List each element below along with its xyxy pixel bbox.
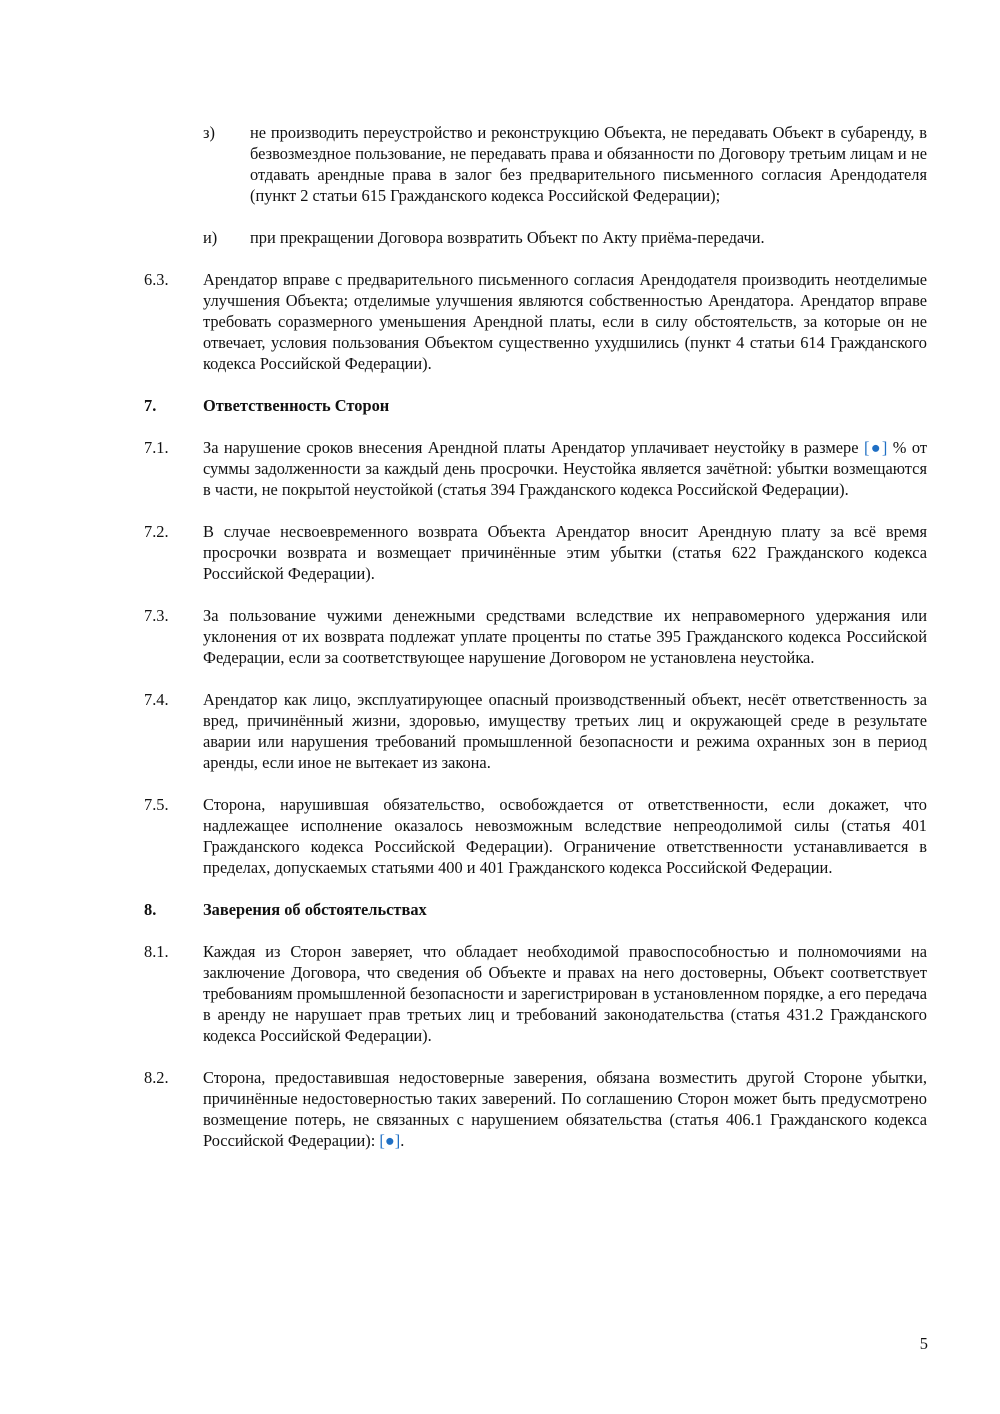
document-body bbox=[0, 122, 1000, 1172]
clause-7-4 bbox=[0, 689, 927, 773]
clause-text: Каждая из Сторон заверяет, что обладает необходимой правоспособностью и полномочиями на заключение Договора, что сведения об Объекте и правах на него достоверны, Объект соответствует требованиям промышленной безопасности и зарегистрирован в установленном порядке, а его передача в аренду не нарушает прав третьих лиц и требований законодательства (статья 431.2 Гражданского кодекса Российской Федерации). bbox=[203, 942, 927, 1045]
placeholder-marker: [●] bbox=[863, 438, 888, 457]
clause-text: Сторона, предоставившая недостоверные заверения, обязана возместить другой Стороне убытки, причинённые недостоверностью таких заверений. По соглашению Сторон может быть предусмотрено возмещение потерь, не связанных с нарушением обязательства (статья 406.1 Гражданского кодекса Российской Федерации): bbox=[203, 1068, 927, 1150]
section-heading-7 bbox=[0, 395, 927, 416]
section-title: Ответственность Сторон bbox=[203, 396, 390, 415]
section-number: 8. bbox=[144, 900, 157, 919]
clause-number: 7.3. bbox=[144, 606, 169, 625]
clause-number: 7.1. bbox=[144, 438, 169, 457]
placeholder-marker: [●] bbox=[379, 1131, 401, 1150]
clause-text: Арендатор как лицо, эксплуатирующее опасный производственный объект, несёт ответственность за вред, причинённый жизни, здоровью, имуществу третьих лиц и окружающей среде в результате аварии или нарушения требований промышленной безопасности и режима охранных зон в период аренды, если иное не вытекает из закона. bbox=[203, 690, 927, 772]
clause-7-3 bbox=[0, 605, 927, 668]
clause-text-cont: . bbox=[400, 1131, 405, 1150]
clause-text-cont: % от суммы задолженности за каждый день просрочки. Неустойка является зачётной: убытки возмещаются в части, не покрытой неустойкой (статья 394 Гражданского кодекса Российской Федерации). bbox=[203, 438, 927, 499]
clause-text: Арендатор вправе с предварительного письменного согласия Арендодателя производить неотделимые улучшения Объекта; отделимые улучшения являются собственностью Арендатора. Арендатор вправе требовать соразмерного уменьшения Арендной платы, если в силу обстоятельств, за которые он не отвечает, условия пользования Объектом существенно ухудшились (пункт 4 статьи 614 Гражданского кодекса Российской Федерации). bbox=[203, 270, 927, 373]
clause-number: 7.5. bbox=[144, 795, 169, 814]
clause-number: 6.3. bbox=[144, 270, 169, 289]
clause-text: За нарушение сроков внесения Арендной платы Арендатор уплачивает неустойку в размере bbox=[203, 438, 864, 457]
page-number: 5 bbox=[919, 1334, 928, 1353]
clause-text: За пользование чужими денежными средствами вследствие их неправомерного удержания или уклонения от их возврата подлежат уплате проценты по статье 395 Гражданского кодекса Российской Федерации, если за соответствующее нарушение Договором не установлена неустойка. bbox=[203, 606, 927, 667]
section-number: 7. bbox=[144, 396, 157, 415]
clause-number: 7.4. bbox=[144, 690, 169, 709]
section-title: Заверения об обстоятельствах bbox=[203, 900, 427, 919]
clause-7-2 bbox=[0, 521, 927, 584]
item-number: и) bbox=[203, 228, 218, 247]
item-number: з) bbox=[203, 123, 215, 142]
clause-number: 8.1. bbox=[144, 942, 169, 961]
clause-text: Сторона, нарушившая обязательство, освобождается от ответственности, если докажет, что надлежащее исполнение оказалось невозможным вследствие непреодолимой силы (статья 401 Гражданского кодекса Российской Федерации). Ограничение ответственности устанавливается в пределах, допускаемых статьями 400 и 401 Гражданского кодекса Российской Федерации. bbox=[203, 795, 927, 877]
clause-7-5 bbox=[0, 794, 927, 878]
clause-text: В случае несвоевременного возврата Объекта Арендатор вносит Арендную плату за всё время просрочки возврата и возмещает причинённые этим убытки (статья 622 Гражданского кодекса Российской Федерации). bbox=[203, 522, 927, 583]
clause-number: 8.2. bbox=[144, 1068, 169, 1087]
item-text: при прекращении Договора возвратить Объект по Акту приёма-передачи. bbox=[250, 228, 765, 247]
list-item-i bbox=[0, 227, 927, 248]
list-item-z bbox=[0, 122, 927, 206]
item-text: не производить переустройство и реконструкцию Объекта, не передавать Объект в субаренду, в безвозмездное пользование, не передавать права и обязанности по Договору третьим лицам и не отдавать арендные права в залог без предварительного письменного согласия Арендодателя (пункт 2 статьи 615 Гражданского кодекса Российской Федерации); bbox=[250, 123, 927, 205]
clause-7-1 bbox=[0, 437, 927, 500]
clause-6-3 bbox=[0, 269, 927, 374]
clause-8-2 bbox=[0, 1067, 927, 1151]
clause-8-1 bbox=[0, 941, 927, 1046]
clause-number: 7.2. bbox=[144, 522, 169, 541]
section-heading-8 bbox=[0, 899, 927, 920]
